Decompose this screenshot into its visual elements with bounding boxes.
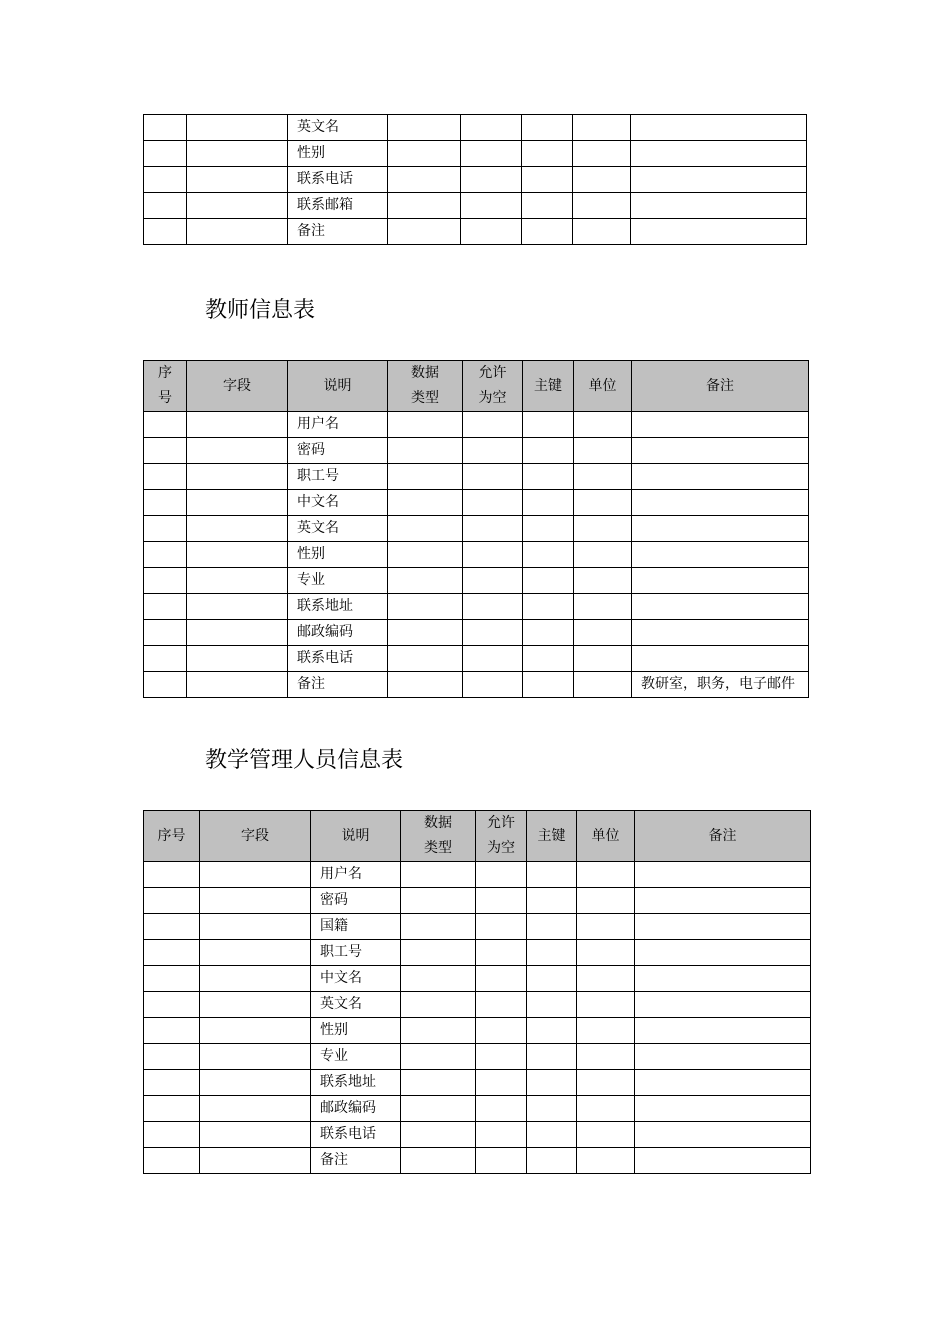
table-row xyxy=(144,672,809,698)
teacher-empty-cell xyxy=(187,542,288,568)
admin-empty-cell xyxy=(527,862,577,888)
student-empty-cell xyxy=(573,219,631,245)
admin-empty-cell xyxy=(144,1044,200,1070)
student-empty-cell xyxy=(187,167,288,193)
student-empty-cell xyxy=(573,141,631,167)
student-empty-cell xyxy=(388,115,461,141)
admin-empty-cell xyxy=(476,1018,527,1044)
teacher-empty-cell xyxy=(463,490,523,516)
teacher-header-label: 主键 xyxy=(534,377,562,394)
teacher-empty-cell xyxy=(388,490,463,516)
student-empty-cell xyxy=(144,219,187,245)
admin-empty-cell xyxy=(200,914,311,940)
student-empty-cell xyxy=(388,193,461,219)
teacher-header-cell xyxy=(523,361,574,412)
teacher-note-cell xyxy=(632,438,809,464)
admin-empty-cell xyxy=(401,1148,476,1174)
admin-desc-cell: 用户名 xyxy=(311,862,401,888)
admin-note-cell xyxy=(635,888,811,914)
teacher-empty-cell xyxy=(523,646,574,672)
teacher-header-label: 字段 xyxy=(223,377,251,394)
admin-note-cell xyxy=(635,1148,811,1174)
teacher-empty-cell xyxy=(574,620,632,646)
student-note-cell xyxy=(631,115,807,141)
teacher-empty-cell xyxy=(523,620,574,646)
admin-note-cell xyxy=(635,1018,811,1044)
teacher-header-cell xyxy=(288,361,388,412)
teacher-desc-cell: 邮政编码 xyxy=(288,620,388,646)
teacher-empty-cell xyxy=(574,464,632,490)
table-row xyxy=(144,1018,811,1044)
admin-header-label: 说明 xyxy=(341,827,370,844)
admin-header-label: 单位 xyxy=(591,827,620,844)
admin-header-label: 序号 xyxy=(157,827,186,844)
table-row xyxy=(144,193,807,219)
table-row xyxy=(144,464,809,490)
admin-desc-cell: 中文名 xyxy=(311,966,401,992)
teacher-empty-cell xyxy=(144,438,187,464)
admin-note-cell xyxy=(635,914,811,940)
table-row xyxy=(144,438,809,464)
admin-desc-cell: 职工号 xyxy=(311,940,401,966)
admin-empty-cell xyxy=(200,1096,311,1122)
table-row xyxy=(144,1044,811,1070)
student-empty-cell xyxy=(461,219,522,245)
admin-empty-cell xyxy=(577,940,635,966)
table-row xyxy=(144,1148,811,1174)
student-desc-cell: 联系电话 xyxy=(288,167,388,193)
admin-desc-cell: 联系地址 xyxy=(311,1070,401,1096)
teacher-header-label: 类型 xyxy=(411,390,439,406)
admin-empty-cell xyxy=(144,1018,200,1044)
teacher-empty-cell xyxy=(187,672,288,698)
teacher-empty-cell xyxy=(187,490,288,516)
admin-note-cell xyxy=(635,1070,811,1096)
admin-empty-cell xyxy=(144,1122,200,1148)
teacher-empty-cell xyxy=(144,646,187,672)
admin-empty-cell xyxy=(144,914,200,940)
admin-empty-cell xyxy=(476,992,527,1018)
teacher-header-label: 备注 xyxy=(706,377,734,394)
teacher-header-label: 单位 xyxy=(588,377,617,394)
admin-desc-cell: 专业 xyxy=(311,1044,401,1070)
teacher-desc-cell: 联系地址 xyxy=(288,594,388,620)
teacher-header-cell xyxy=(144,361,187,412)
teacher-empty-cell xyxy=(523,516,574,542)
teacher-header-label: 允许 xyxy=(478,365,507,381)
teacher-empty-cell xyxy=(144,594,187,620)
admin-desc-cell: 联系电话 xyxy=(311,1122,401,1148)
admin-header-cell xyxy=(311,811,401,862)
admin-table-title: 教学管理人员信息表 xyxy=(205,748,404,773)
admin-desc-cell: 邮政编码 xyxy=(311,1096,401,1122)
student-empty-cell xyxy=(461,141,522,167)
table-row xyxy=(144,490,809,516)
table-row xyxy=(144,914,811,940)
teacher-empty-cell xyxy=(574,412,632,438)
teacher-empty-cell xyxy=(388,672,463,698)
admin-empty-cell xyxy=(401,1122,476,1148)
admin-note-cell xyxy=(635,1122,811,1148)
teacher-note-cell xyxy=(632,646,809,672)
admin-empty-cell xyxy=(476,862,527,888)
admin-empty-cell xyxy=(527,1096,577,1122)
teacher-desc-cell: 英文名 xyxy=(288,516,388,542)
admin-empty-cell xyxy=(200,940,311,966)
admin-note-cell xyxy=(635,966,811,992)
admin-empty-cell xyxy=(144,1096,200,1122)
teacher-header-label: 为空 xyxy=(478,390,507,406)
teacher-empty-cell xyxy=(463,542,523,568)
table-row xyxy=(144,141,807,167)
admin-empty-cell xyxy=(200,966,311,992)
student-empty-cell xyxy=(461,115,522,141)
teacher-empty-cell xyxy=(388,516,463,542)
teacher-header-cell xyxy=(632,361,809,412)
teacher-empty-cell xyxy=(574,672,632,698)
student-table-body xyxy=(144,115,807,245)
teacher-empty-cell xyxy=(187,464,288,490)
student-desc-cell: 英文名 xyxy=(288,115,388,141)
teacher-empty-cell xyxy=(388,594,463,620)
admin-header-cell xyxy=(200,811,311,862)
admin-empty-cell xyxy=(527,940,577,966)
student-empty-cell xyxy=(187,193,288,219)
table-row xyxy=(144,115,807,141)
teacher-empty-cell xyxy=(574,646,632,672)
admin-empty-cell xyxy=(476,940,527,966)
student-empty-cell xyxy=(573,115,631,141)
teacher-note-cell xyxy=(632,542,809,568)
student-empty-cell xyxy=(144,141,187,167)
table-row xyxy=(144,412,809,438)
admin-empty-cell xyxy=(401,1018,476,1044)
teacher-empty-cell xyxy=(523,672,574,698)
teacher-note-cell xyxy=(632,412,809,438)
admin-empty-cell xyxy=(200,1148,311,1174)
teacher-empty-cell xyxy=(388,464,463,490)
admin-empty-cell xyxy=(401,914,476,940)
admin-header-label: 数据 xyxy=(424,815,452,831)
admin-desc-cell: 国籍 xyxy=(311,914,401,940)
admin-empty-cell xyxy=(144,1148,200,1174)
teacher-empty-cell xyxy=(187,516,288,542)
teacher-desc-cell: 联系电话 xyxy=(288,646,388,672)
teacher-note-cell xyxy=(632,568,809,594)
teacher-desc-cell: 用户名 xyxy=(288,412,388,438)
admin-note-cell xyxy=(635,1096,811,1122)
teacher-desc-cell: 备注 xyxy=(288,672,388,698)
admin-empty-cell xyxy=(476,966,527,992)
table-row xyxy=(144,940,811,966)
admin-header-cell xyxy=(635,811,811,862)
admin-header-label: 主键 xyxy=(537,827,566,844)
teacher-empty-cell xyxy=(574,490,632,516)
teacher-empty-cell xyxy=(187,594,288,620)
admin-header-label: 允许 xyxy=(487,815,515,831)
teacher-empty-cell xyxy=(187,568,288,594)
teacher-empty-cell xyxy=(523,542,574,568)
table-row xyxy=(144,516,809,542)
student-empty-cell xyxy=(388,219,461,245)
teacher-empty-cell xyxy=(574,516,632,542)
admin-empty-cell xyxy=(200,1122,311,1148)
admin-desc-cell: 备注 xyxy=(311,1148,401,1174)
admin-empty-cell xyxy=(401,862,476,888)
admin-empty-cell xyxy=(577,1044,635,1070)
admin-empty-cell xyxy=(144,966,200,992)
teacher-empty-cell xyxy=(187,438,288,464)
admin-header-cell xyxy=(476,811,527,862)
teacher-empty-cell xyxy=(388,646,463,672)
table-row xyxy=(144,219,807,245)
teacher-empty-cell xyxy=(463,568,523,594)
teacher-note-cell xyxy=(632,516,809,542)
admin-empty-cell xyxy=(200,1070,311,1096)
teacher-desc-cell: 职工号 xyxy=(288,464,388,490)
admin-desc-cell: 密码 xyxy=(311,888,401,914)
admin-empty-cell xyxy=(527,1018,577,1044)
admin-empty-cell xyxy=(476,1148,527,1174)
student-note-cell xyxy=(631,141,807,167)
admin-empty-cell xyxy=(401,888,476,914)
admin-note-cell xyxy=(635,862,811,888)
teacher-header-cell xyxy=(574,361,632,412)
admin-empty-cell xyxy=(476,1122,527,1148)
teacher-empty-cell xyxy=(388,438,463,464)
admin-empty-cell xyxy=(401,940,476,966)
teacher-empty-cell xyxy=(388,620,463,646)
table-row xyxy=(144,594,809,620)
student-table xyxy=(143,114,807,245)
table-row xyxy=(144,167,807,193)
teacher-header-label: 数据 xyxy=(411,365,439,381)
teacher-empty-cell xyxy=(144,516,187,542)
table-row xyxy=(144,568,809,594)
admin-header-cell xyxy=(401,811,476,862)
admin-empty-cell xyxy=(577,1018,635,1044)
student-empty-cell xyxy=(388,141,461,167)
table-row xyxy=(144,1096,811,1122)
teacher-header-label: 序 xyxy=(158,365,172,381)
admin-empty-cell xyxy=(144,940,200,966)
teacher-note-cell xyxy=(632,594,809,620)
teacher-header-cell xyxy=(463,361,523,412)
student-empty-cell xyxy=(187,115,288,141)
admin-empty-cell xyxy=(200,862,311,888)
teacher-note-cell: 教研室，职务，电子邮件 xyxy=(632,672,809,698)
admin-empty-cell xyxy=(527,888,577,914)
teacher-empty-cell xyxy=(388,542,463,568)
student-empty-cell xyxy=(522,193,573,219)
admin-empty-cell xyxy=(200,888,311,914)
teacher-empty-cell xyxy=(144,568,187,594)
teacher-empty-cell xyxy=(463,620,523,646)
teacher-empty-cell xyxy=(187,646,288,672)
student-empty-cell xyxy=(144,193,187,219)
teacher-empty-cell xyxy=(523,438,574,464)
student-empty-cell xyxy=(522,115,573,141)
admin-empty-cell xyxy=(401,1070,476,1096)
table-row xyxy=(144,966,811,992)
admin-note-cell xyxy=(635,940,811,966)
teacher-note-cell xyxy=(632,490,809,516)
table-row xyxy=(144,862,811,888)
admin-empty-cell xyxy=(577,914,635,940)
admin-empty-cell xyxy=(401,992,476,1018)
student-note-cell xyxy=(631,193,807,219)
admin-empty-cell xyxy=(527,1070,577,1096)
admin-empty-cell xyxy=(144,862,200,888)
admin-empty-cell xyxy=(401,1096,476,1122)
admin-header-cell xyxy=(577,811,635,862)
admin-empty-cell xyxy=(577,1070,635,1096)
table-row xyxy=(144,542,809,568)
admin-empty-cell xyxy=(476,1070,527,1096)
admin-empty-cell xyxy=(577,1096,635,1122)
admin-note-cell xyxy=(635,1044,811,1070)
table-row xyxy=(144,1070,811,1096)
table-row xyxy=(144,646,809,672)
teacher-empty-cell xyxy=(463,672,523,698)
teacher-empty-cell xyxy=(144,620,187,646)
admin-empty-cell xyxy=(476,1044,527,1070)
teacher-empty-cell xyxy=(187,620,288,646)
teacher-empty-cell xyxy=(463,646,523,672)
admin-header-label: 字段 xyxy=(241,827,269,844)
admin-empty-cell xyxy=(476,888,527,914)
table-row xyxy=(144,888,811,914)
admin-table-body xyxy=(144,862,811,1174)
student-empty-cell xyxy=(573,167,631,193)
teacher-empty-cell xyxy=(388,412,463,438)
admin-empty-cell xyxy=(144,888,200,914)
admin-empty-cell xyxy=(577,862,635,888)
teacher-note-cell xyxy=(632,464,809,490)
student-empty-cell xyxy=(522,141,573,167)
teacher-empty-cell xyxy=(523,568,574,594)
admin-desc-cell: 性别 xyxy=(311,1018,401,1044)
table-row xyxy=(144,1122,811,1148)
teacher-header-cell xyxy=(388,361,463,412)
teacher-empty-cell xyxy=(574,568,632,594)
student-empty-cell xyxy=(388,167,461,193)
table-row xyxy=(144,992,811,1018)
admin-empty-cell xyxy=(401,966,476,992)
student-empty-cell xyxy=(187,141,288,167)
student-desc-cell: 联系邮箱 xyxy=(288,193,388,219)
teacher-header-row xyxy=(144,361,809,412)
teacher-empty-cell xyxy=(144,464,187,490)
admin-empty-cell xyxy=(476,1096,527,1122)
student-empty-cell xyxy=(144,167,187,193)
admin-header-row xyxy=(144,811,811,862)
admin-header-label: 为空 xyxy=(487,840,515,856)
admin-empty-cell xyxy=(577,992,635,1018)
teacher-empty-cell xyxy=(144,542,187,568)
teacher-empty-cell xyxy=(144,412,187,438)
teacher-empty-cell xyxy=(574,438,632,464)
student-desc-cell: 备注 xyxy=(288,219,388,245)
teacher-note-cell xyxy=(632,620,809,646)
admin-empty-cell xyxy=(144,1070,200,1096)
teacher-header-label: 号 xyxy=(158,390,172,406)
admin-empty-cell xyxy=(527,1044,577,1070)
teacher-empty-cell xyxy=(574,594,632,620)
admin-empty-cell xyxy=(527,992,577,1018)
admin-header-cell xyxy=(144,811,200,862)
teacher-empty-cell xyxy=(574,542,632,568)
admin-empty-cell xyxy=(527,966,577,992)
admin-empty-cell xyxy=(527,914,577,940)
teacher-desc-cell: 性别 xyxy=(288,542,388,568)
student-note-cell xyxy=(631,219,807,245)
student-empty-cell xyxy=(461,193,522,219)
teacher-empty-cell xyxy=(144,490,187,516)
teacher-table xyxy=(143,360,809,698)
teacher-empty-cell xyxy=(463,412,523,438)
admin-empty-cell xyxy=(527,1148,577,1174)
table-row xyxy=(144,620,809,646)
teacher-header-label: 说明 xyxy=(323,377,352,394)
student-desc-cell: 性别 xyxy=(288,141,388,167)
student-note-cell xyxy=(631,167,807,193)
student-empty-cell xyxy=(461,167,522,193)
teacher-empty-cell xyxy=(144,672,187,698)
admin-header-label: 类型 xyxy=(424,840,452,856)
admin-empty-cell xyxy=(144,992,200,1018)
teacher-empty-cell xyxy=(523,464,574,490)
teacher-empty-cell xyxy=(187,412,288,438)
teacher-empty-cell xyxy=(523,412,574,438)
admin-note-cell xyxy=(635,992,811,1018)
teacher-table-body xyxy=(144,412,809,698)
student-empty-cell xyxy=(522,167,573,193)
admin-empty-cell xyxy=(200,992,311,1018)
student-empty-cell xyxy=(187,219,288,245)
admin-empty-cell xyxy=(527,1122,577,1148)
admin-empty-cell xyxy=(577,1148,635,1174)
admin-header-label: 备注 xyxy=(708,827,737,844)
student-empty-cell xyxy=(573,193,631,219)
teacher-table-title: 教师信息表 xyxy=(205,298,316,323)
teacher-empty-cell xyxy=(523,490,574,516)
teacher-empty-cell xyxy=(463,438,523,464)
teacher-empty-cell xyxy=(463,594,523,620)
admin-empty-cell xyxy=(577,966,635,992)
teacher-desc-cell: 密码 xyxy=(288,438,388,464)
student-empty-cell xyxy=(522,219,573,245)
admin-table xyxy=(143,810,811,1174)
teacher-desc-cell: 专业 xyxy=(288,568,388,594)
teacher-empty-cell xyxy=(388,568,463,594)
admin-empty-cell xyxy=(200,1044,311,1070)
admin-empty-cell xyxy=(577,1122,635,1148)
admin-header-cell xyxy=(527,811,577,862)
teacher-desc-cell: 中文名 xyxy=(288,490,388,516)
teacher-header-cell xyxy=(187,361,288,412)
teacher-empty-cell xyxy=(463,464,523,490)
admin-desc-cell: 英文名 xyxy=(311,992,401,1018)
admin-empty-cell xyxy=(577,888,635,914)
student-empty-cell xyxy=(144,115,187,141)
admin-empty-cell xyxy=(401,1044,476,1070)
admin-empty-cell xyxy=(476,914,527,940)
teacher-empty-cell xyxy=(523,594,574,620)
admin-empty-cell xyxy=(200,1018,311,1044)
teacher-empty-cell xyxy=(463,516,523,542)
